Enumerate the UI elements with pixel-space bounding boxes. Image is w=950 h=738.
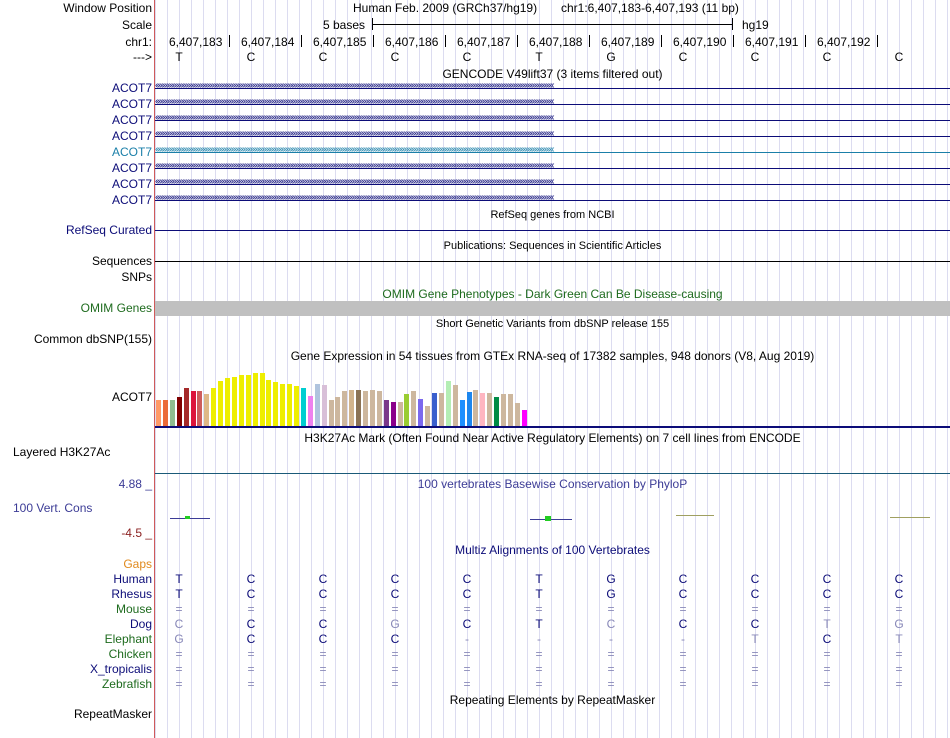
phylop-peak-1: [185, 516, 190, 519]
aligned-base: T: [535, 617, 543, 631]
gencode-gene-label[interactable]: ACOT7: [111, 193, 152, 207]
aligned-base: =: [247, 647, 255, 661]
repeatmasker-label[interactable]: RepeatMasker: [73, 707, 152, 721]
gtex-tissue-bar[interactable]: [191, 391, 196, 426]
aligned-base: =: [895, 662, 903, 676]
ruler-tick-mark: [733, 35, 734, 47]
aligned-base: G: [390, 617, 400, 631]
ruler-tick-label: 6,407,190: [673, 35, 727, 49]
aligned-base: C: [390, 632, 400, 646]
gtex-tissue-bar[interactable]: [225, 378, 230, 426]
aligned-base: =: [319, 602, 327, 616]
strand-arrows: ‹‹‹‹‹‹‹‹‹‹‹‹‹‹‹‹‹‹‹‹‹‹‹‹‹‹‹‹‹‹‹‹‹‹‹‹‹‹‹‹‹‹‹‹‹‹‹‹‹‹‹‹‹‹‹‹‹‹‹‹‹‹‹‹‹‹‹‹‹‹‹‹‹‹‹‹‹‹‹‹‹‹‹‹‹‹‹‹‹‹‹‹‹‹‹‹‹‹‹‹‹‹‹‹‹‹‹‹‹‹‹‹‹‹‹‹‹‹‹‹‹‹‹‹‹‹‹‹‹‹‹‹‹‹‹‹‹‹‹‹‹‹‹‹‹‹‹‹‹‹‹‹‹‹‹‹‹‹‹‹‹‹‹‹‹‹‹‹‹‹‹‹‹‹‹‹‹‹‹‹‹‹‹‹‹‹‹‹‹‹‹‹‹‹‹‹‹‹‹‹‹‹‹‹‹‹‹‹‹‹‹‹‹‹‹‹‹‹‹‹‹‹‹‹‹‹‹‹‹‹: [155, 162, 553, 171]
layered-h3k27ac-label[interactable]: Layered H3K27Ac: [13, 445, 111, 459]
ruler-tick-label: 6,407,183: [169, 35, 223, 49]
gencode-gene-label[interactable]: ACOT7: [111, 113, 152, 127]
gencode-transcript-line[interactable]: [155, 114, 950, 126]
gtex-tissue-bar[interactable]: [197, 391, 202, 426]
phylop-mark-3: [676, 515, 714, 516]
strand-arrows: ‹‹‹‹‹‹‹‹‹‹‹‹‹‹‹‹‹‹‹‹‹‹‹‹‹‹‹‹‹‹‹‹‹‹‹‹‹‹‹‹‹‹‹‹‹‹‹‹‹‹‹‹‹‹‹‹‹‹‹‹‹‹‹‹‹‹‹‹‹‹‹‹‹‹‹‹‹‹‹‹‹‹‹‹‹‹‹‹‹‹‹‹‹‹‹‹‹‹‹‹‹‹‹‹‹‹‹‹‹‹‹‹‹‹‹‹‹‹‹‹‹‹‹‹‹‹‹‹‹‹‹‹‹‹‹‹‹‹‹‹‹‹‹‹‹‹‹‹‹‹‹‹‹‹‹‹‹‹‹‹‹‹‹‹‹‹‹‹‹‹‹‹‹‹‹‹‹‹‹‹‹‹‹‹‹‹‹‹‹‹‹‹‹‹‹‹‹‹‹‹‹‹‹‹‹‹‹‹‹‹‹‹‹‹‹‹‹‹‹‹‹‹‹‹‹‹‹‹‹‹: [155, 178, 553, 187]
gtex-tissue-bar[interactable]: [322, 385, 327, 426]
cons-track-label[interactable]: 100 Vert. Cons: [13, 501, 93, 515]
ruler-tick-label: 6,407,184: [241, 35, 295, 49]
gtex-tissue-bar[interactable]: [170, 400, 175, 426]
aligned-base: =: [247, 662, 255, 676]
gtex-tissue-bar[interactable]: [349, 390, 354, 426]
gtex-tissue-bar[interactable]: [487, 393, 492, 426]
aligned-base: T: [175, 587, 183, 601]
gencode-gene-label[interactable]: ACOT7: [111, 129, 152, 143]
gtex-tissue-bar[interactable]: [260, 373, 265, 426]
common-dbsnp-label[interactable]: Common dbSNP(155): [33, 332, 152, 346]
aligned-base: T: [823, 617, 831, 631]
aligned-base: =: [751, 602, 759, 616]
aligned-base: =: [535, 662, 543, 676]
aligned-base: =: [895, 602, 903, 616]
aligned-base: =: [535, 602, 543, 616]
species-label[interactable]: Mouse: [115, 602, 152, 616]
cons-min-label: -4.5 _: [121, 526, 152, 540]
aligned-base: =: [679, 662, 687, 676]
aligned-base: -: [681, 632, 685, 646]
gtex-tissue-bar[interactable]: [356, 390, 361, 426]
aligned-base: =: [175, 677, 183, 691]
gtex-tissue-bar[interactable]: [377, 391, 382, 426]
aligned-base: C: [606, 617, 616, 631]
aligned-base: =: [535, 677, 543, 691]
aligned-base: =: [463, 602, 471, 616]
aligned-base: =: [751, 662, 759, 676]
aligned-base: C: [318, 632, 328, 646]
strand-arrows: ‹‹‹‹‹‹‹‹‹‹‹‹‹‹‹‹‹‹‹‹‹‹‹‹‹‹‹‹‹‹‹‹‹‹‹‹‹‹‹‹‹‹‹‹‹‹‹‹‹‹‹‹‹‹‹‹‹‹‹‹‹‹‹‹‹‹‹‹‹‹‹‹‹‹‹‹‹‹‹‹‹‹‹‹‹‹‹‹‹‹‹‹‹‹‹‹‹‹‹‹‹‹‹‹‹‹‹‹‹‹‹‹‹‹‹‹‹‹‹‹‹‹‹‹‹‹‹‹‹‹‹‹‹‹‹‹‹‹‹‹‹‹‹‹‹‹‹‹‹‹‹‹‹‹‹‹‹‹‹‹‹‹‹‹‹‹‹‹‹‹‹‹‹‹‹‹‹‹‹‹‹‹‹‹‹‹‹‹‹‹‹‹‹‹‹‹‹‹‹‹‹‹‹‹‹‹‹‹‹‹‹‹‹‹‹‹‹‹‹‹‹‹‹‹‹‹‹‹‹‹: [155, 146, 553, 155]
gtex-tissue-bar[interactable]: [239, 375, 244, 426]
aligned-base: =: [463, 647, 471, 661]
ruler-tick-label: 6,407,186: [385, 35, 439, 49]
aligned-base: T: [535, 587, 543, 601]
gencode-gene-label[interactable]: ACOT7: [111, 145, 152, 159]
omim-genes-label[interactable]: OMIM Genes: [80, 301, 152, 315]
snps-label[interactable]: SNPs: [121, 270, 152, 284]
aligned-base: C: [750, 587, 760, 601]
phylop-mark-2: [530, 519, 572, 520]
aligned-base: =: [607, 677, 615, 691]
aligned-base: =: [679, 647, 687, 661]
omim-track-title: OMIM Gene Phenotypes - Dark Green Can Be Disease-causing: [382, 287, 723, 301]
aligned-base: =: [823, 647, 831, 661]
aligned-base: C: [678, 587, 688, 601]
aligned-base: G: [894, 617, 904, 631]
track-data-area[interactable]: [155, 0, 950, 738]
aligned-base: C: [318, 617, 328, 631]
gtex-tissue-bar[interactable]: [211, 388, 216, 426]
gtex-tissue-bar[interactable]: [253, 373, 258, 426]
dna-base: C: [318, 50, 328, 64]
aligned-base: =: [247, 677, 255, 691]
h3k27ac-signal-line[interactable]: [155, 473, 950, 474]
refseq-curated-label[interactable]: RefSeq Curated: [65, 223, 152, 237]
aligned-base: C: [390, 572, 400, 586]
aligned-base: C: [462, 572, 472, 586]
gtex-tissue-bar[interactable]: [246, 375, 251, 426]
gtex-tissue-bar[interactable]: [411, 391, 416, 426]
phylop-peak-2: [545, 516, 551, 521]
aligned-base: =: [175, 647, 183, 661]
ruler-tick-label: 6,407,188: [529, 35, 583, 49]
aligned-base: G: [606, 587, 616, 601]
gencode-gene-label[interactable]: ACOT7: [111, 177, 152, 191]
gtex-tissue-bar[interactable]: [315, 384, 320, 426]
gtex-tissue-bar[interactable]: [515, 403, 520, 426]
h3k27ac-track-title: H3K27Ac Mark (Often Found Near Active Regulatory Elements) on 7 cell lines from ENCODE: [304, 431, 801, 445]
track-label-column: [0, 0, 154, 738]
gtex-tissue-bar[interactable]: [335, 397, 340, 426]
gencode-track-title: GENCODE V49lift37 (3 items filtered out): [442, 67, 663, 81]
aligned-base: =: [463, 677, 471, 691]
species-label[interactable]: Gaps: [123, 557, 152, 571]
strand-arrows: ‹‹‹‹‹‹‹‹‹‹‹‹‹‹‹‹‹‹‹‹‹‹‹‹‹‹‹‹‹‹‹‹‹‹‹‹‹‹‹‹‹‹‹‹‹‹‹‹‹‹‹‹‹‹‹‹‹‹‹‹‹‹‹‹‹‹‹‹‹‹‹‹‹‹‹‹‹‹‹‹‹‹‹‹‹‹‹‹‹‹‹‹‹‹‹‹‹‹‹‹‹‹‹‹‹‹‹‹‹‹‹‹‹‹‹‹‹‹‹‹‹‹‹‹‹‹‹‹‹‹‹‹‹‹‹‹‹‹‹‹‹‹‹‹‹‹‹‹‹‹‹‹‹‹‹‹‹‹‹‹‹‹‹‹‹‹‹‹‹‹‹‹‹‹‹‹‹‹‹‹‹‹‹‹‹‹‹‹‹‹‹‹‹‹‹‹‹‹‹‹‹‹‹‹‹‹‹‹‹‹‹‹‹‹‹‹‹‹‹‹‹‹‹‹‹‹‹‹‹‹: [155, 114, 553, 123]
species-label[interactable]: Human: [113, 572, 152, 586]
phylop-mark-1: [170, 518, 210, 519]
db-label: hg19: [742, 18, 769, 32]
scale-bar: [372, 24, 732, 25]
dna-base: C: [390, 50, 400, 64]
aligned-base: =: [607, 662, 615, 676]
gtex-tissue-bar[interactable]: [363, 391, 368, 426]
position-text: chr1:6,407,183-6,407,193 (11 bp): [561, 1, 739, 15]
aligned-base: =: [607, 602, 615, 616]
aligned-base: C: [750, 572, 760, 586]
aligned-base: C: [678, 572, 688, 586]
species-label[interactable]: Dog: [129, 617, 152, 631]
aligned-base: =: [895, 677, 903, 691]
gtex-tissue-bar[interactable]: [425, 406, 430, 426]
aligned-base: =: [823, 662, 831, 676]
gtex-tissue-bar[interactable]: [467, 392, 472, 426]
gtex-tissue-bar[interactable]: [163, 400, 168, 426]
aligned-base: -: [609, 632, 613, 646]
gtex-tissue-bar[interactable]: [522, 410, 527, 426]
strand-arrows: ‹‹‹‹‹‹‹‹‹‹‹‹‹‹‹‹‹‹‹‹‹‹‹‹‹‹‹‹‹‹‹‹‹‹‹‹‹‹‹‹‹‹‹‹‹‹‹‹‹‹‹‹‹‹‹‹‹‹‹‹‹‹‹‹‹‹‹‹‹‹‹‹‹‹‹‹‹‹‹‹‹‹‹‹‹‹‹‹‹‹‹‹‹‹‹‹‹‹‹‹‹‹‹‹‹‹‹‹‹‹‹‹‹‹‹‹‹‹‹‹‹‹‹‹‹‹‹‹‹‹‹‹‹‹‹‹‹‹‹‹‹‹‹‹‹‹‹‹‹‹‹‹‹‹‹‹‹‹‹‹‹‹‹‹‹‹‹‹‹‹‹‹‹‹‹‹‹‹‹‹‹‹‹‹‹‹‹‹‹‹‹‹‹‹‹‹‹‹‹‹‹‹‹‹‹‹‹‹‹‹‹‹‹‹‹‹‹‹‹‹‹‹‹‹‹‹‹‹‹‹: [155, 194, 553, 203]
aligned-base: =: [823, 677, 831, 691]
assembly-text: Human Feb. 2009 (GRCh37/hg19): [353, 1, 538, 15]
gtex-tissue-bar[interactable]: [329, 400, 334, 426]
gtex-tissue-bar[interactable]: [453, 385, 458, 426]
gtex-tissue-bar[interactable]: [480, 393, 485, 426]
aligned-base: =: [391, 662, 399, 676]
aligned-base: =: [895, 647, 903, 661]
gtex-tissue-bar[interactable]: [280, 384, 285, 426]
chrom-label: chr1:: [125, 35, 152, 49]
ruler-tick-mark: [805, 35, 806, 47]
aligned-base: T: [751, 632, 759, 646]
gtex-tissue-bar[interactable]: [218, 381, 223, 426]
aligned-base: C: [822, 572, 832, 586]
gtex-tissue-bar[interactable]: [384, 400, 389, 426]
gtex-gene-label[interactable]: ACOT7: [111, 390, 152, 404]
aligned-base: C: [174, 617, 184, 631]
ruler-tick-mark: [589, 35, 590, 47]
gtex-tissue-bar[interactable]: [432, 393, 437, 426]
aligned-base: C: [822, 587, 832, 601]
dbsnp-track-title: Short Genetic Variants from dbSNP release 155: [435, 318, 670, 330]
gtex-tissue-bar[interactable]: [494, 397, 499, 426]
aligned-base: =: [391, 677, 399, 691]
gtex-tissue-bar[interactable]: [177, 397, 182, 426]
window-position-label: Window Position: [63, 1, 152, 15]
gencode-transcript-line[interactable]: [155, 130, 950, 142]
ruler-tick-label: 6,407,185: [313, 35, 367, 49]
gtex-expression-bars[interactable]: [155, 362, 950, 426]
gtex-tissue-bar[interactable]: [446, 381, 451, 426]
aligned-base: C: [246, 632, 256, 646]
dna-base: C: [750, 50, 760, 64]
refseq-track-title: RefSeq genes from NCBI: [490, 209, 615, 221]
aligned-base: =: [751, 647, 759, 661]
refseq-gene-line[interactable]: [155, 230, 950, 231]
aligned-base: C: [246, 617, 256, 631]
aligned-base: =: [391, 602, 399, 616]
aligned-base: -: [537, 632, 541, 646]
gtex-tissue-bar[interactable]: [439, 393, 444, 426]
scale-label: Scale: [121, 18, 152, 32]
scale-bar-label: 5 bases: [323, 18, 366, 32]
gencode-transcript-line[interactable]: [155, 98, 950, 110]
ruler-tick-label: 6,407,189: [601, 35, 655, 49]
ruler-tick-mark: [373, 35, 374, 47]
aligned-base: =: [535, 647, 543, 661]
dna-base: C: [678, 50, 688, 64]
aligned-base: =: [319, 662, 327, 676]
aligned-base: C: [894, 587, 904, 601]
species-label[interactable]: Zebrafish: [101, 677, 152, 691]
gtex-tissue-bar[interactable]: [370, 390, 375, 426]
aligned-base: =: [679, 602, 687, 616]
ruler-tick-label: 6,407,191: [745, 35, 799, 49]
aligned-base: G: [174, 632, 184, 646]
species-label[interactable]: Chicken: [108, 647, 152, 661]
aligned-base: =: [607, 647, 615, 661]
ruler-tick-mark: [517, 35, 518, 47]
omim-gene-bar[interactable]: [155, 301, 950, 316]
dna-base: C: [246, 50, 256, 64]
aligned-base: T: [895, 632, 903, 646]
strand-arrows: ‹‹‹‹‹‹‹‹‹‹‹‹‹‹‹‹‹‹‹‹‹‹‹‹‹‹‹‹‹‹‹‹‹‹‹‹‹‹‹‹‹‹‹‹‹‹‹‹‹‹‹‹‹‹‹‹‹‹‹‹‹‹‹‹‹‹‹‹‹‹‹‹‹‹‹‹‹‹‹‹‹‹‹‹‹‹‹‹‹‹‹‹‹‹‹‹‹‹‹‹‹‹‹‹‹‹‹‹‹‹‹‹‹‹‹‹‹‹‹‹‹‹‹‹‹‹‹‹‹‹‹‹‹‹‹‹‹‹‹‹‹‹‹‹‹‹‹‹‹‹‹‹‹‹‹‹‹‹‹‹‹‹‹‹‹‹‹‹‹‹‹‹‹‹‹‹‹‹‹‹‹‹‹‹‹‹‹‹‹‹‹‹‹‹‹‹‹‹‹‹‹‹‹‹‹‹‹‹‹‹‹‹‹‹‹‹‹‹‹‹‹‹‹‹‹‹‹‹‹‹: [155, 82, 553, 91]
species-label[interactable]: Elephant: [104, 632, 152, 646]
aligned-base: =: [463, 662, 471, 676]
ruler-tick-mark: [229, 35, 230, 47]
publications-track-title: Publications: Sequences in Scientific Articles: [443, 240, 662, 252]
ruler-tick-label: 6,407,187: [457, 35, 511, 49]
aligned-base: C: [318, 587, 328, 601]
gtex-tissue-bar[interactable]: [398, 402, 403, 426]
aligned-base: =: [319, 677, 327, 691]
gtex-tissue-bar[interactable]: [266, 380, 271, 426]
aligned-base: =: [175, 662, 183, 676]
dna-base: T: [535, 50, 543, 64]
aligned-base: C: [318, 572, 328, 586]
aligned-base: C: [462, 617, 472, 631]
gtex-tissue-bar[interactable]: [273, 382, 278, 426]
ruler-tick-mark: [445, 35, 446, 47]
gtex-tissue-bar[interactable]: [294, 386, 299, 426]
publications-line[interactable]: [155, 261, 950, 262]
gtex-tissue-bar[interactable]: [473, 390, 478, 426]
aligned-base: =: [391, 647, 399, 661]
gtex-tissue-bar[interactable]: [301, 388, 306, 426]
gtex-baseline: [155, 426, 950, 428]
ruler-tick-mark: [877, 35, 878, 47]
aligned-base: C: [462, 587, 472, 601]
aligned-base: T: [175, 572, 183, 586]
species-label[interactable]: X_tropicalis: [89, 662, 152, 676]
multiz-track-title: Multiz Alignments of 100 Vertebrates: [455, 543, 650, 557]
cons-max-label: 4.88 _: [118, 477, 152, 491]
gtex-tissue-bar[interactable]: [287, 384, 292, 426]
aligned-base: =: [319, 647, 327, 661]
phylop-mark-4: [890, 517, 930, 518]
gtex-tissue-bar[interactable]: [391, 402, 396, 426]
gtex-tissue-bar[interactable]: [342, 391, 347, 426]
ruler-tick-label: 6,407,192: [817, 35, 871, 49]
aligned-base: =: [679, 677, 687, 691]
gtex-tissue-bar[interactable]: [308, 396, 313, 426]
gtex-tissue-bar[interactable]: [232, 377, 237, 426]
gtex-tissue-bar[interactable]: [184, 388, 189, 426]
gencode-gene-label[interactable]: ACOT7: [111, 97, 152, 111]
gtex-tissue-bar[interactable]: [204, 394, 209, 426]
aligned-base: C: [822, 632, 832, 646]
ruler-tick-mark: [661, 35, 662, 47]
gtex-tissue-bar[interactable]: [404, 394, 409, 426]
phylop-track-title: 100 vertebrates Basewise Conservation by PhyloP: [417, 477, 688, 491]
repeatmasker-track-title: Repeating Elements by RepeatMasker: [449, 693, 656, 707]
aligned-base: C: [246, 587, 256, 601]
dna-base: T: [175, 50, 183, 64]
gtex-tissue-bar[interactable]: [418, 399, 423, 426]
dna-base: C: [462, 50, 472, 64]
gencode-transcript-line[interactable]: [155, 194, 950, 206]
gtex-tissue-bar[interactable]: [460, 400, 465, 426]
gencode-transcript-line[interactable]: [155, 82, 950, 94]
aligned-base: -: [465, 632, 469, 646]
aligned-base: =: [247, 602, 255, 616]
aligned-base: C: [390, 587, 400, 601]
aligned-base: =: [823, 602, 831, 616]
aligned-base: C: [678, 617, 688, 631]
gtex-track-title: Gene Expression in 54 tissues from GTEx RNA-seq of 17382 samples, 948 donors (V8, Aug 2019): [290, 349, 815, 363]
gtex-tissue-bar[interactable]: [508, 394, 513, 426]
scale-bar-right-tick: [732, 18, 733, 30]
aligned-base: =: [175, 602, 183, 616]
aligned-base: C: [894, 572, 904, 586]
sequences-label[interactable]: Sequences: [91, 254, 152, 268]
strand-arrows: ‹‹‹‹‹‹‹‹‹‹‹‹‹‹‹‹‹‹‹‹‹‹‹‹‹‹‹‹‹‹‹‹‹‹‹‹‹‹‹‹‹‹‹‹‹‹‹‹‹‹‹‹‹‹‹‹‹‹‹‹‹‹‹‹‹‹‹‹‹‹‹‹‹‹‹‹‹‹‹‹‹‹‹‹‹‹‹‹‹‹‹‹‹‹‹‹‹‹‹‹‹‹‹‹‹‹‹‹‹‹‹‹‹‹‹‹‹‹‹‹‹‹‹‹‹‹‹‹‹‹‹‹‹‹‹‹‹‹‹‹‹‹‹‹‹‹‹‹‹‹‹‹‹‹‹‹‹‹‹‹‹‹‹‹‹‹‹‹‹‹‹‹‹‹‹‹‹‹‹‹‹‹‹‹‹‹‹‹‹‹‹‹‹‹‹‹‹‹‹‹‹‹‹‹‹‹‹‹‹‹‹‹‹‹‹‹‹‹‹‹‹‹‹‹‹‹‹‹‹‹: [155, 130, 553, 139]
aligned-base: G: [606, 572, 616, 586]
species-label[interactable]: Rhesus: [111, 587, 152, 601]
aligned-base: =: [751, 677, 759, 691]
ruler-tick-mark: [301, 35, 302, 47]
aligned-base: T: [535, 572, 543, 586]
dna-base: C: [894, 50, 904, 64]
gencode-transcript-line[interactable]: [155, 146, 950, 158]
aligned-base: C: [750, 617, 760, 631]
gencode-gene-label[interactable]: ACOT7: [111, 81, 152, 95]
gtex-tissue-bar[interactable]: [156, 400, 161, 426]
gencode-transcript-line[interactable]: [155, 162, 950, 174]
strand-arrow-label[interactable]: --->: [133, 50, 152, 64]
dna-base: G: [606, 50, 616, 64]
gtex-tissue-bar[interactable]: [501, 394, 506, 426]
strand-arrows: ‹‹‹‹‹‹‹‹‹‹‹‹‹‹‹‹‹‹‹‹‹‹‹‹‹‹‹‹‹‹‹‹‹‹‹‹‹‹‹‹‹‹‹‹‹‹‹‹‹‹‹‹‹‹‹‹‹‹‹‹‹‹‹‹‹‹‹‹‹‹‹‹‹‹‹‹‹‹‹‹‹‹‹‹‹‹‹‹‹‹‹‹‹‹‹‹‹‹‹‹‹‹‹‹‹‹‹‹‹‹‹‹‹‹‹‹‹‹‹‹‹‹‹‹‹‹‹‹‹‹‹‹‹‹‹‹‹‹‹‹‹‹‹‹‹‹‹‹‹‹‹‹‹‹‹‹‹‹‹‹‹‹‹‹‹‹‹‹‹‹‹‹‹‹‹‹‹‹‹‹‹‹‹‹‹‹‹‹‹‹‹‹‹‹‹‹‹‹‹‹‹‹‹‹‹‹‹‹‹‹‹‹‹‹‹‹‹‹‹‹‹‹‹‹‹‹‹‹‹‹: [155, 98, 553, 107]
aligned-base: C: [246, 572, 256, 586]
gencode-gene-label[interactable]: ACOT7: [111, 161, 152, 175]
dna-base: C: [822, 50, 832, 64]
gencode-transcript-line[interactable]: [155, 178, 950, 190]
